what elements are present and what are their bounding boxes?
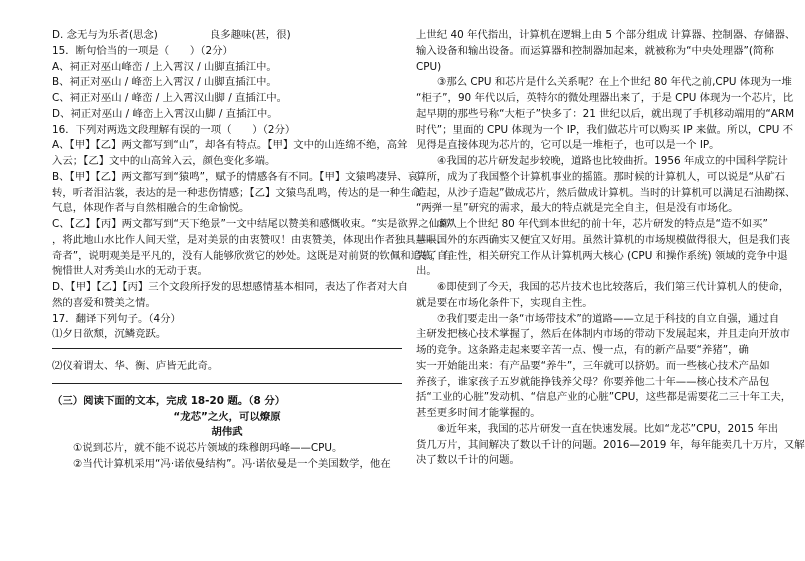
article-author: 胡伟武 — [211, 426, 243, 439]
paragraph-6: 就是要在市场化条件下，实现自主性。 — [416, 296, 593, 309]
q17-sentence-2: ⑵仪着谓太、华、衡、庐皆无此奇。 — [52, 360, 219, 372]
paragraph-2-cont: 上世纪 40 年代指出，计算机在逻辑上由 5 个部分组成 计算器、控制器、存储器、 — [416, 29, 796, 41]
paragraph-7: 场的竞争。这条路走起来要辛苦一点、慢一点，有的新产品要“养猪”，确 — [416, 344, 749, 356]
paragraph-7: 甚至更多时间才能掌握的。 — [416, 407, 541, 419]
q16-line: B、【甲】【乙】两文都写到“猿鸣”，赋予的情感各有不同。【甲】文猿鸣凄异、哀 — [52, 170, 418, 183]
q16-line: 奇者”，说明观美是平凡的，没有人能够欣赏它的妙处。这既是对前贤的钦佩和追慕，有 — [52, 249, 453, 262]
q16-line: ，将此地山水比作人间天堂，是对美景的由衷赞叹！由衷赞美，体现出作者独具慧眼、 — [52, 233, 447, 246]
q17-sentence-1: ⑴夕日欲颓，沉鳞竞跃。 — [52, 328, 167, 341]
paragraph-5: ⑤从上个世纪 80 年代到本世纪的前十年，芯片研发的特点是“造不如买” — [437, 218, 768, 230]
paragraph-3: 见得是直接体现为芯片的，它可以是一堆柜子，也可以是一个 IP。 — [416, 139, 720, 152]
q16-stem: 16．下列对两选文段理解有误的一项（ ）（2分） — [52, 123, 296, 136]
paragraph-2-cont: CPU) — [416, 60, 442, 73]
paragraph-7: 实一开始能出来：有产品要“养牛”，三年就可以挤奶。而一些核心技术产品如 — [416, 359, 770, 372]
q16-line: 入云；【乙】文中的山高耸入云，颜色变化多端。 — [52, 155, 276, 167]
q16-line: A、【甲】【乙】两文都写到“山”，却各有特点。【甲】文中的山连绵不绝，高耸 — [52, 139, 408, 152]
paragraph-3: 起早期的那些号称“大柜子”快多了：21 世纪以后，就出现了手机移动端用的“ARM — [416, 107, 795, 120]
article-title: “龙芯”之火，可以燎原 — [173, 410, 281, 423]
q16-line: 惋惜世人对秀美山水的无动于衷。 — [52, 265, 208, 278]
q17-stem: 17．翻译下列句子。（4分） — [52, 312, 181, 325]
paragraph-5: ——国外的东西确实又便宜又好用。虽然计算机的市场规模做得很大，但是我们丧 — [416, 233, 791, 246]
section-3-title: （三）阅读下面的文本，完成 18-20 题。（8 分） — [52, 394, 286, 407]
paragraph-7: 养孩子，谁家孩子五岁就能挣钱养父母？你要养他二十年——核心技术产品包 — [416, 375, 770, 388]
paragraph-1: ①说到芯片，就不能不说芯片领域的珠穆朗玛峰——CPU。 — [73, 442, 343, 454]
q15-option-d: D、祠正对巫山 / 峰峦上入霄汉山脚 / 直插江中。 — [52, 107, 278, 120]
paragraph-6: ⑥即使到了今天，我国的芯片技术也比较落后，我们第三代计算机人的使命， — [437, 281, 790, 293]
paragraph-8: ⑧近年来，我国的芯片研发一直在快速发展。比如“龙芯”CPU，2015 年出 — [437, 422, 779, 435]
paragraph-3: “柜子”，90 年代以后，英特尔的微处理器出来了，于是 CPU 体现为一个芯片，比 — [416, 92, 794, 104]
paragraph-4: ④我国的芯片研发起步较晚，道路也比较曲折。1956 年成立的中国科学院计 — [437, 155, 788, 167]
answer-line-1[interactable] — [52, 348, 402, 349]
q16-line: 气息，体现作者与自然相融合的生命愉悦。 — [52, 202, 250, 215]
paragraph-2: ②当代计算机采用“冯·诺依曼结构”。冯·诺依曼是一个美国数学，他在 — [73, 457, 391, 470]
q16-line: D、【甲】【乙】【丙】三个文段所抒发的思想感情基本相同，表达了作者对大自 — [52, 281, 409, 293]
q15-option-a: A、祠正对巫山峰峦 / 上入霄汉 / 山脚直插江中。 — [52, 60, 277, 73]
q16-line: C、【乙】【丙】两文都写到“天下绝景”一文中结尾以赞美和感慨收束。“实是欲界之仙都” — [52, 218, 455, 230]
paragraph-3: ③那么 CPU 和芯片是什么关系呢？在上个世纪 80 年代之前,CPU 体现为一堆 — [437, 76, 792, 89]
left-column — [52, 28, 455, 473]
paragraph-8: 决了数以千计的问题。 — [416, 454, 520, 467]
paragraph-4: “两弹一星”研究的需求，最大的特点就是完全自主，但是没有市场化。 — [416, 202, 739, 215]
paragraph-7: 括“工业的心脏”发动机、“信息产业的心脏”CPU，这些都是需要花二三十年工夫， — [416, 391, 792, 404]
paragraph-4: 算所，成为了我国整个计算机事业的摇篮。那时候的计算机人，可以说是“从矿石 — [416, 170, 786, 183]
paragraph-4: 造起，从沙子造起”做成芯片，然后做成计算机。当时的计算机可以满足石油勘探、 — [416, 186, 796, 199]
q15-option-b: B、祠正对巫山 / 峰峦上入霄汉 / 山脚直插江中。 — [52, 76, 277, 89]
q16-line: 转，听者泪沾裳，表达的是一种悲伤情感；【乙】文猿鸟乱鸣，传达的是一种生命 — [52, 186, 421, 199]
paragraph-7: ⑦我们要走出一条“市场带技术”的道路——立足于科技的自立自强，通过自 — [437, 312, 780, 325]
q16-line: 然的喜爱和赞美之情。 — [52, 296, 156, 309]
q14-option-d: D. 念无与为乐者(思念) 良多趣味(甚，很) — [52, 29, 291, 41]
q15-option-c: C、祠正对巫山 / 峰峦 / 上入霄汉山脚 / 直插江中。 — [52, 92, 287, 104]
q15-stem: 15．断句恰当的一项是（ ）（2分） — [52, 44, 233, 57]
paragraph-5: 失了自主性，相关研究工作从计算机两大核心 (CPU 和操作系统) 领域的竞争中退 — [416, 249, 788, 262]
paragraph-5: 出。 — [416, 265, 437, 278]
paragraph-7: 主研发把核心技术掌握了，然后在体制内市场的带动下发展起来，并且走向开放市 — [416, 328, 791, 341]
paragraph-8: 货几万片，其间解决了数以千计的问题。2016—2019 年，每年能卖几十万片，又解 — [416, 438, 805, 451]
right-column — [416, 28, 805, 469]
paragraph-3: 时代”；里面的 CPU 体现为一个 IP，我们做芯片可以购买 IP 来做。所以，CPU 不 — [416, 123, 794, 136]
answer-line-2[interactable] — [52, 383, 402, 384]
paragraph-2-cont: 输入设备和输出设备。而运算器和控制器加起来，就被称为“中央处理器”(简称 — [416, 44, 774, 57]
